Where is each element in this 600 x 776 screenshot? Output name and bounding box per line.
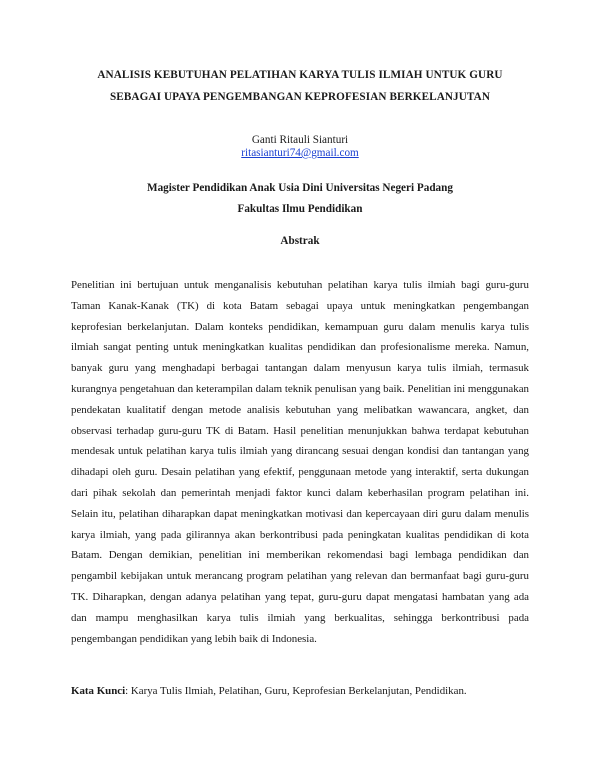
author-name: Ganti Ritauli Sianturi bbox=[251, 134, 349, 146]
affiliation-faculty: Fakultas Ilmu Pendidikan bbox=[237, 203, 363, 215]
title-line-1: ANALISIS KEBUTUHAN PELATIHAN KARYA TULIS ILMIAH UNTUK GURU bbox=[97, 69, 503, 81]
keywords-list: : Karya Tulis Ilmiah, Pelatihan, Guru, Keprofesian Berkelanjutan, Pendidikan. bbox=[125, 685, 467, 697]
keywords-label: Kata Kunci bbox=[71, 685, 126, 697]
keywords bbox=[71, 684, 529, 698]
abstract-heading: Abstrak bbox=[280, 235, 320, 247]
affiliation bbox=[60, 178, 540, 220]
author-block bbox=[100, 134, 500, 160]
affiliation-program: Magister Pendidikan Anak Usia Dini Universitas Negeri Padang bbox=[147, 182, 453, 194]
abstract-body: Penelitian ini bertujuan untuk menganalisis kebutuhan pelatihan karya tulis ilmiah bagi guru-guru Taman Kanak-Kanak (TK) di kota Batam sebagai upaya untuk meningkatkan pengembangan keprofesian berkelanjutan. Dalam konteks pendidikan, kemampuan guru dalam menulis karya tulis ilmiah sangat penting untuk meningkatkan kualitas pendidikan dan profesionalisme mereka. Namun, banyak guru yang menghadapi berbagai tantangan dalam menyusun karya tulis ilmiah, termasuk kurangnya pengetahuan dan keterampilan dalam teknik penulisan yang baik. Penelitian ini menggunakan pendekatan kualitatif dengan metode analisis kebutuhan yang melibatkan wawancara, angket, dan observasi terhadap guru-guru TK di Batam. Hasil penelitian menunjukkan bahwa terdapat kebutuhan mendesak untuk pelatihan karya tulis ilmiah yang dirancang sesuai dengan kondisi dan tantangan yang dihadapi oleh guru. Desain pelatihan yang efektif, penggunaan metode yang interaktif, serta dukungan dari pihak sekolah dan pemerintah menjadi faktor kunci dalam keberhasilan program pelatihan ini. Selain itu, pelatihan diharapkan dapat meningkatkan motivasi dan kepercayaan diri guru dalam menulis karya ilmiah, yang pada gilirannya akan berkontribusi pada peningkatan kualitas pendidikan di kota Batam. Dengan demikian, penelitian ini memberikan rekomendasi bagi lembaga pendidikan dan pengambil kebijakan untuk merancang program pelatihan yang relevan dan bermanfaat bagi guru-guru TK. Diharapkan, dengan adanya pelatihan yang tepat, guru-guru dapat mengatasi hambatan yang ada dan mampu menghasilkan karya tulis ilmiah yang berkualitas, sehingga berkontribusi pada pengembangan pendidikan yang lebih baik di Indonesia. bbox=[71, 279, 529, 645]
paper-title bbox=[40, 64, 560, 108]
author-email-link[interactable]: ritasianturi74@gmail.com bbox=[241, 147, 359, 159]
title-line-2: SEBAGAI UPAYA PENGEMBANGAN KEPROFESIAN BERKELANJUTAN bbox=[109, 91, 491, 103]
